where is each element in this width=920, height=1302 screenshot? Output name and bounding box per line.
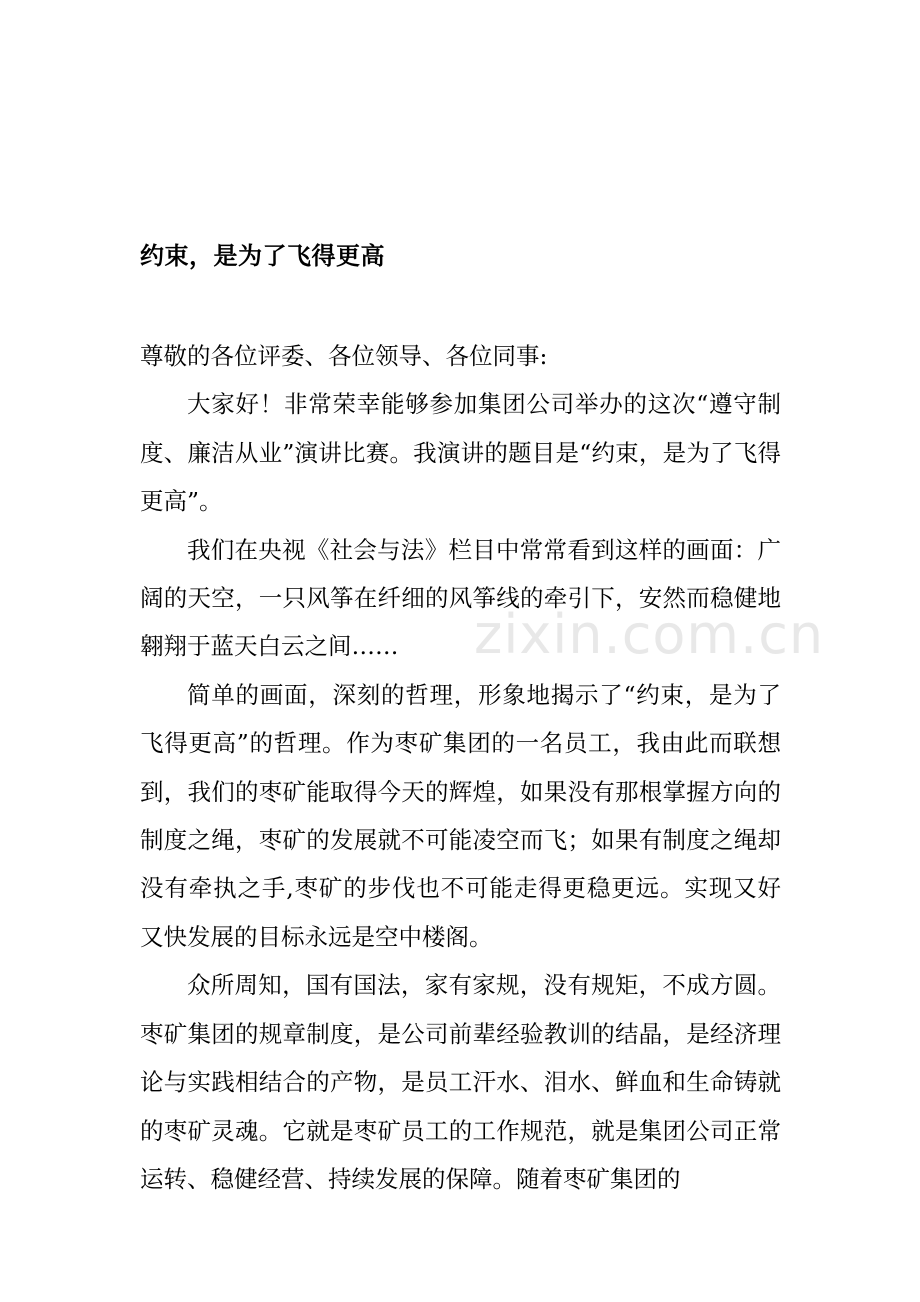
document-title: 约束，是为了飞得更高 (140, 242, 385, 270)
document-body (140, 332, 781, 1203)
paragraph-greeting: 大家好！非常荣幸能够参加集团公司举办的这次“遵守制度、廉洁从业”演讲比赛。我演讲的题目是“约束，是为了飞得更高”。 (140, 390, 781, 516)
paragraph-regulations: 众所周知，国有国法，家有家规，没有规矩，不成方圆。枣矿集团的规章制度，是公司前辈经验教训的结晶，是经济理论与实践相结合的产物，是员工汗水、泪水、鲜血和生命铸就的枣矿灵魂。它就是枣矿员工的工作规范，就是集团公司正常运转、稳健经营、持续发展的保障。随着枣矿集团的 (140, 971, 781, 1193)
watermark: zixin.com.cn (474, 603, 825, 666)
paragraph-philosophy: 简单的画面，深刻的哲理，形象地揭示了“约束，是为了飞得更高”的哲理。作为枣矿集团的一名员工，我由此而联想到，我们的枣矿能取得今天的辉煌，如果没有那根掌握方向的制度之绳，枣矿的发展就不可能凌空而飞；如果有制度之绳却没有牵执之手,枣矿的步伐也不可能走得更稳更远。实现又好又快发展的目标永远是空中楼阁。 (140, 680, 781, 951)
paragraph-kite-scene: 我们在央视《社会与法》栏目中常常看到这样的画面：广阔的天空，一只风筝在纤细的风筝线的牵引下，安然而稳健地翱翔于蓝天白云之间…… (140, 535, 781, 661)
salutation: 尊敬的各位评委、各位领导、各位同事: (140, 342, 548, 370)
